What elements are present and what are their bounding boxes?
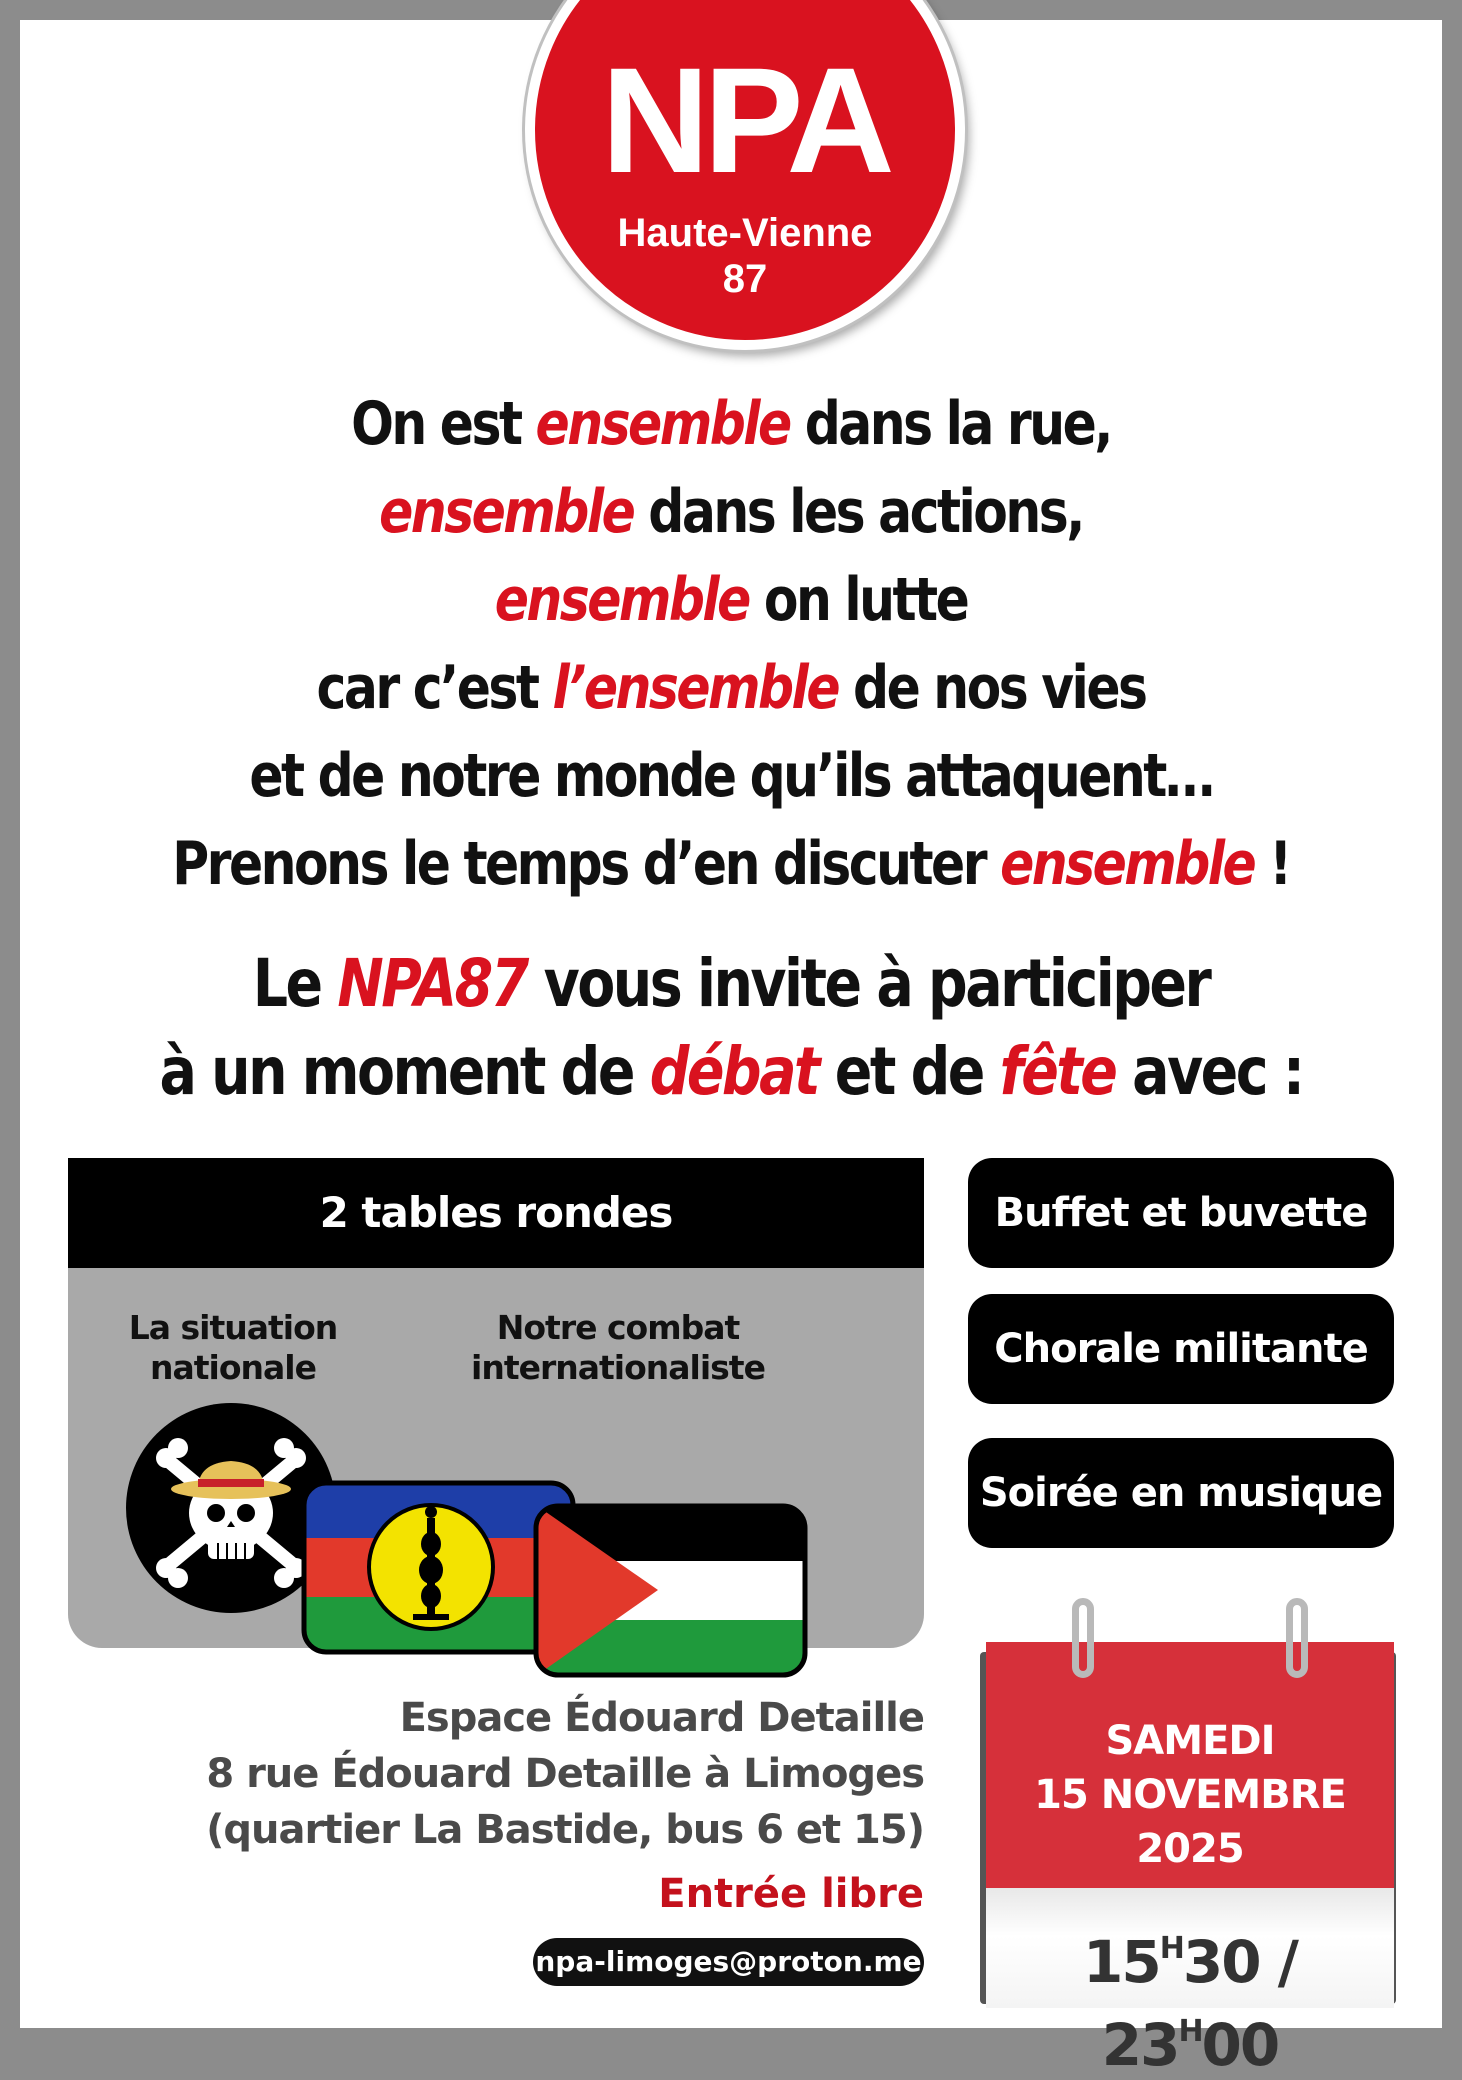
text: On est [351,389,536,459]
headline [134,380,1328,908]
text: on lutte [748,565,968,635]
highlight: débat [649,1033,818,1110]
logo-number: 87 [722,257,768,301]
calendar-ring-icon [1286,1598,1308,1678]
text: à un moment de [159,1033,650,1110]
topic-national [128,1308,338,1388]
logo-title: NPA [601,36,889,204]
text: et de [817,1033,1000,1110]
event-day: SAMEDI [1105,1718,1275,1764]
highlight: NPA87 [337,945,527,1022]
highlight: fête [999,1033,1116,1110]
invitation-line-2 [134,1028,1328,1116]
topic-international [468,1308,768,1388]
event-date [986,1714,1394,1876]
event-time [986,1914,1394,2080]
activity-music: Soirée en musique [968,1438,1394,1548]
calendar-page [986,1632,1394,2079]
activity-choir: Chorale militante [968,1294,1394,1404]
time-hour: 15 [1083,1928,1160,1996]
invitation [134,940,1328,1116]
text: vous invite à participer [526,945,1210,1022]
highlight: ensemble [494,565,749,635]
highlight: ensemble [535,389,790,459]
headline-line-5: et de notre monde qu’ils attaquent… [249,741,1213,811]
free-entry: Entrée libre [658,1871,924,1917]
event-year: 2025 [1136,1826,1244,1872]
topic-text: internationaliste [471,1348,765,1387]
time-h: H [1159,1931,1183,1966]
text: dans les actions, [633,477,1083,547]
text: Le [252,945,338,1022]
time-minute: 30 [1182,1928,1260,1996]
venue-access: (quartier La Bastide, bus 6 et 15) [206,1807,924,1853]
time-hour: 23 [1101,2011,1179,2079]
headline-line-1 [134,380,1328,468]
headline-line-3 [134,556,1328,644]
palestine-flag-icon [533,1503,808,1683]
time-h: H [1178,2014,1202,2049]
venue-street: 8 rue Édouard Detaille à Limoges [206,1751,924,1797]
highlight: ensemble [379,477,634,547]
time-separator: / [1259,1928,1297,1996]
text: car c’est [316,653,553,723]
logo-region: Haute-Vienne [617,211,873,255]
topic-text: La situation [128,1308,338,1347]
invitation-line-1 [134,940,1328,1028]
text: de nos vies [837,653,1146,723]
venue-address [206,1690,924,1858]
calendar-date-panel [986,1642,1394,1888]
text: Prenons le temps d’en discuter [172,829,1001,899]
time-minute: 00 [1201,2011,1279,2079]
highlight: l’ensemble [552,653,838,723]
headline-line-4 [134,644,1328,732]
contact-email[interactable]: npa-limoges@proton.me [533,1938,924,1986]
text: dans la rue, [789,389,1111,459]
calendar-ring-icon [1072,1598,1094,1678]
activity-buffet: Buffet et buvette [968,1158,1394,1268]
event-day-month: 15 NOVEMBRE [1034,1772,1346,1818]
npa-logo [525,0,965,350]
highlight: ensemble [1000,829,1255,899]
round-tables-title: 2 tables rondes [68,1158,924,1268]
headline-line-6 [134,820,1328,908]
topic-text: Notre combat [496,1308,740,1347]
topic-text: nationale [150,1348,316,1387]
text: ! [1254,829,1290,899]
round-tables-card [68,1158,924,1648]
logo-subtitle [535,210,955,302]
headline-line-2 [134,468,1328,556]
poster [20,20,1442,2079]
text: avec : [1115,1033,1303,1110]
venue-name: Espace Édouard Detaille [399,1695,924,1741]
